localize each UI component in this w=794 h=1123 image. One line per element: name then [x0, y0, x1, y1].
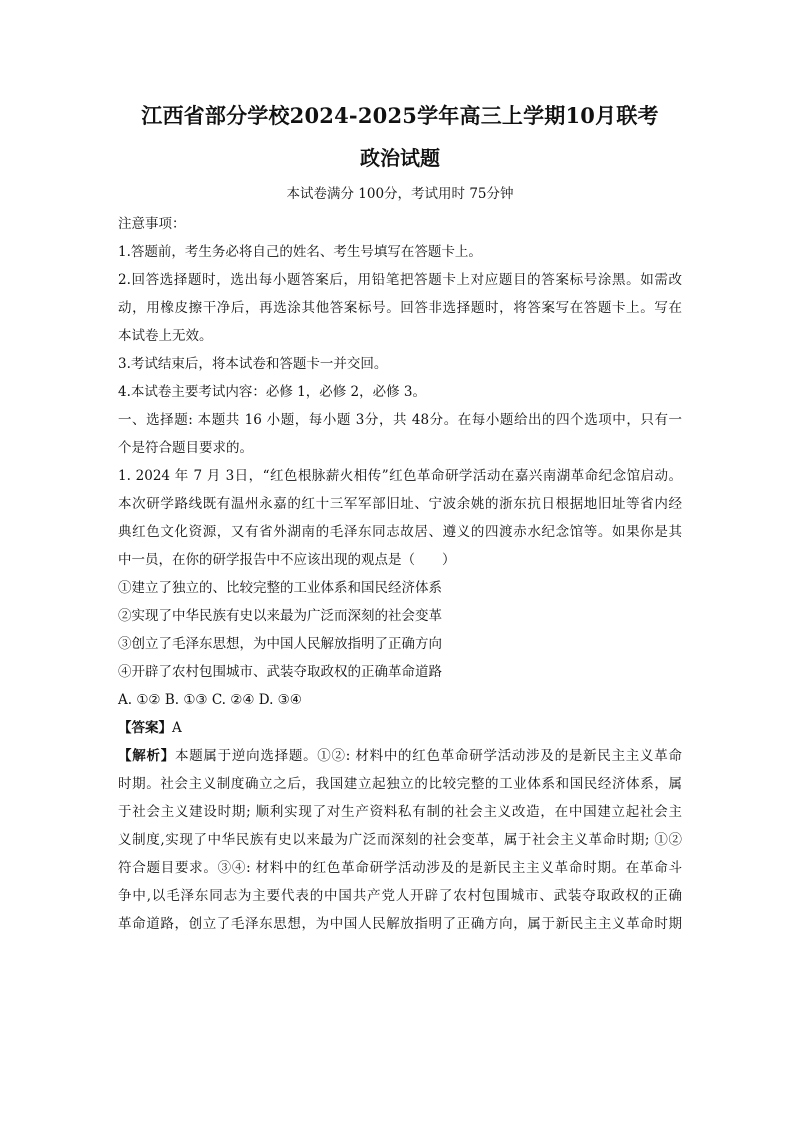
analysis-label: 【解析】 [118, 748, 175, 764]
page-title: 江西省部分学校2024-2025学年高三上学期10月联考 [141, 103, 659, 128]
analysis-line-3: 于社会主义建设时期; 顺利实现了对生产资料私有制的社会主义改造，在中国建立起社会主 [118, 804, 682, 820]
analysis-line-5: 符合题目要求。③④: 材料中的红色革命研学活动涉及的是新民主主义革命时期。在革命斗 [118, 860, 682, 876]
document-body [118, 210, 682, 938]
note-item-2-line-1: 2.回答选择题时，选出每小题答案后，用铅笔把答题卡上对应题目的答案标号涂黑。如需改 [118, 272, 682, 288]
question-1-line-4: 中一员，在你的研学报告中不应该出现的观点是（ ） [118, 552, 456, 568]
question-1-line-1: 1. 2024 年 7 月 3日，“红色根脉薪火相传”红色革命研学活动在嘉兴南湖革命纪念馆启动。 [118, 468, 682, 484]
note-item-3: 3.考试结束后，将本试卷和答题卡一并交回。 [118, 356, 388, 372]
answer-label: 【答案】 [118, 720, 172, 736]
notes-heading: 注意事项： [118, 216, 186, 232]
page-subtitle: 政治试题 [360, 146, 440, 170]
analysis-line-1 [118, 742, 682, 770]
question-1-option-4: ④开辟了农村包围城市、武装夺取政权的正确革命道路 [118, 664, 442, 680]
question-1-line-2: 本次研学路线既有温州永嘉的红十三军军部旧址、宁波余姚的浙东抗日根据地旧址等省内经 [118, 496, 682, 512]
note-item-2-line-3: 本试卷上无效。 [118, 328, 213, 344]
exam-meta: 本试卷满分 100分，考试用时 75分钟 [286, 186, 514, 202]
note-item-4: 4.本试卷主要考试内容：必修 1，必修 2，必修 3。 [118, 384, 427, 400]
question-1-option-1: ①建立了独立的、比较完整的工业体系和国民经济体系 [118, 580, 442, 596]
section-1-line-1: 一、选择题: 本题共 16 小题，每小题 3分，共 48分。在每小题给出的四个选项中，只有一 [118, 412, 682, 428]
note-item-2-line-2: 动，用橡皮擦干净后，再选涂其他答案标号。回答非选择题时，将答案写在答题卡上。写在 [118, 300, 682, 316]
analysis-line-6: 争中,以毛泽东同志为主要代表的中国共产党人开辟了农村包围城市、武装夺取政权的正确 [118, 888, 682, 904]
note-item-1: 1.答题前，考生务必将自己的姓名、考生号填写在答题卡上。 [118, 244, 482, 260]
question-1-option-2: ②实现了中华民族有史以来最为广泛而深刻的社会变革 [118, 608, 442, 624]
answer-value: A [172, 720, 182, 736]
question-1-choices: A. ①② B. ①③ C. ②④ D. ③④ [118, 692, 302, 708]
analysis-line-7: 革命道路，创立了毛泽东思想，为中国人民解放指明了正确方向，属于新民主主义革命时期 [118, 916, 682, 932]
analysis-line-2: 时期。社会主义制度确立之后，我国建立起独立的比较完整的工业体系和国民经济体系，属 [118, 776, 682, 792]
answer-line [118, 714, 682, 742]
section-1-line-2: 个是符合题目要求的。 [118, 440, 253, 456]
question-1-option-3: ③创立了毛泽东思想，为中国人民解放指明了正确方向 [118, 636, 442, 652]
analysis-text-1: 本题属于逆向选择题。①②: 材料中的红色革命研学活动涉及的是新民主主义革命 [174, 748, 683, 764]
analysis-line-4: 义制度,实现了中华民族有史以来最为广泛而深刻的社会变革，属于社会主义革命时期; ①② [118, 832, 682, 848]
question-1-line-3: 典红色文化资源，又有省外湖南的毛泽东同志故居、遵义的四渡赤水纪念馆等。如果你是其 [118, 524, 682, 540]
